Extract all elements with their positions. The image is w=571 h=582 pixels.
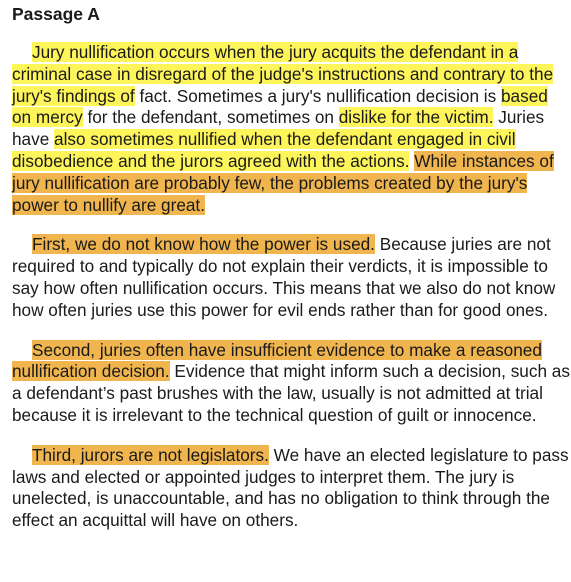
highlighted-text-yellow: Jury nullification occurs when the jury acquits the defendant in a criminal case in disregard of the judge's instructions and contrary to the jury's findings of [12,42,554,106]
paragraph-4 [12,445,570,532]
paragraph-2 [12,234,570,321]
highlighted-text-orange: Second, juries often have insufficient evidence to make a reasoned nullification decision. [12,339,542,382]
highlighted-text-yellow: based on mercy [12,85,548,128]
paragraph-1 [12,42,570,216]
highlighted-text-orange: While instances of jury nullification are probably few, the problems created by the jury's power to nullify are great. [12,150,554,215]
highlighted-text-orange: Third, jurors are not legislators. [32,444,269,465]
paragraph-3 [12,340,570,427]
text-segment: Evidence that might inform such a decision, such as a defendant’s past brushes with the law, usually is not admitted at trial because it is irrelevant to the technical question of guilt or innocence. [12,361,570,425]
highlighted-text-orange: First, we do not know how the power is used. [32,234,375,255]
text-segment: We have an elected legislature to pass laws and elected or appointed judges to interpret them. The jury is unelected, is unaccountable, and has no obligation to think through the effect an acquittal will have on others. [12,444,569,531]
highlighted-text-yellow: dislike for the victim. [338,107,494,128]
text-segment: for the defendant, sometimes on [82,107,339,128]
text-segment: Because juries are not required to and typically do not explain their verdicts, it is impossible to say how often nullification occurs. This means that we also do not know how often juries use this power for evil ends rather than for good ones. [12,234,556,320]
highlighted-text-yellow: also sometimes nullified when the defendant engaged in civil disobedience and the jurors agreed with the actions. [12,129,516,171]
passage-title: Passage A [12,4,100,24]
document-page [0,4,571,582]
text-segment: Juries have [12,107,545,150]
text-segment: fact. Sometimes a jury's nullification decision is [134,85,501,106]
